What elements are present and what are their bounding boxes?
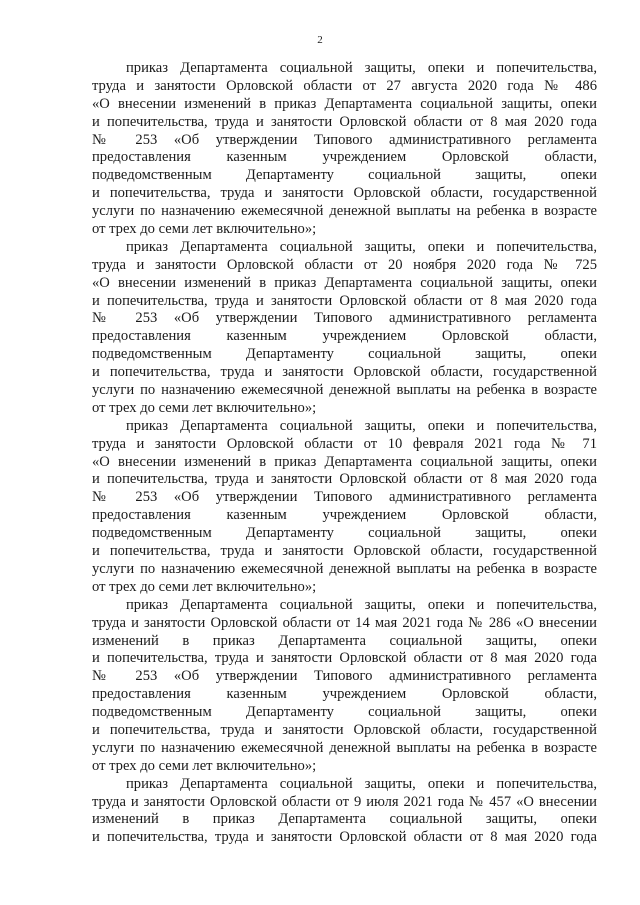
text-line: услуги по назначению ежемесячной денежной выплаты на ребенка в возрасте [92,203,597,220]
text-line: от трех до семи лет включительно»; [92,757,317,774]
text-line: № 253 «Об утверждении Типового административного регламента [92,668,597,685]
text-line: приказ Департамента социальной защиты, опеки и попечительства, [126,60,597,76]
text-line: от трех до семи лет включительно»; [92,221,317,238]
paragraph-order-457 [92,776,597,848]
text-line: и попечительства, труда и занятости Орловской области от 8 мая 2020 года [92,650,597,667]
text-line: № 253 «Об утверждении Типового административного регламента [92,131,597,148]
text-line: приказ Департамента социальной защиты, опеки и попечительства, [126,775,597,792]
text-line: предоставления казенным учреждением Орловской области, [92,149,597,166]
text-line: приказ Департамента социальной защиты, опеки и попечительства, [126,238,597,255]
text-line: труда и занятости Орловской области от 14 мая 2021 года № 286 «О внесении [92,614,597,631]
text-line: изменений в приказ Департамента социальной защиты, опеки [92,632,597,649]
text-line: и попечительства, труда и занятости Орловской области, государственной [92,185,597,202]
text-line: от трех до семи лет включительно»; [92,578,317,595]
text-line: труда и занятости Орловской области от 9 июля 2021 года № 457 «О внесении [92,793,597,810]
text-line: «О внесении изменений в приказ Департамента социальной защиты, опеки [92,274,597,291]
text-line: труда и занятости Орловской области от 10 февраля 2021 года № 71 [92,435,597,452]
text-line: предоставления казенным учреждением Орловской области, [92,686,597,703]
page-number: 2 [317,34,323,46]
document-body [92,60,597,847]
text-line: подведомственным Департаменту социальной защиты, опеки [92,525,597,542]
text-line: услуги по назначению ежемесячной денежной выплаты на ребенка в возрасте [92,739,597,756]
text-line: от трех до семи лет включительно»; [92,399,317,416]
paragraph-order-286 [92,597,597,776]
text-line: предоставления казенным учреждением Орловской области, [92,507,597,524]
text-line: «О внесении изменений в приказ Департамента социальной защиты, опеки [92,95,597,112]
text-line: «О внесении изменений в приказ Департамента социальной защиты, опеки [92,453,597,470]
text-line: подведомственным Департаменту социальной защиты, опеки [92,346,597,363]
text-line: и попечительства, труда и занятости Орловской области, государственной [92,364,597,381]
paragraph-order-486 [92,60,597,239]
paragraph-order-725 [92,239,597,418]
text-line: № 253 «Об утверждении Типового административного регламента [92,489,597,506]
text-line: и попечительства, труда и занятости Орловской области, государственной [92,721,597,738]
text-line: и попечительства, труда и занятости Орловской области от 8 мая 2020 года [92,113,597,130]
text-line: подведомственным Департаменту социальной защиты, опеки [92,167,597,184]
text-line: услуги по назначению ежемесячной денежной выплаты на ребенка в возрасте [92,382,597,399]
text-line: предоставления казенным учреждением Орловской области, [92,328,597,345]
text-line: и попечительства, труда и занятости Орловской области от 8 мая 2020 года [92,292,597,309]
text-line: приказ Департамента социальной защиты, опеки и попечительства, [126,417,597,434]
text-line: подведомственным Департаменту социальной защиты, опеки [92,704,597,721]
text-line: изменений в приказ Департамента социальной защиты, опеки [92,811,597,828]
text-line: и попечительства, труда и занятости Орловской области от 8 мая 2020 года [92,471,597,488]
text-line: № 253 «Об утверждении Типового административного регламента [92,310,597,327]
text-line: услуги по назначению ежемесячной денежной выплаты на ребенка в возрасте [92,560,597,577]
text-line: приказ Департамента социальной защиты, опеки и попечительства, [126,596,597,613]
text-line: труда и занятости Орловской области от 20 ноября 2020 года № 725 [92,256,597,273]
text-line: труда и занятости Орловской области от 27 августа 2020 года № 486 [92,77,597,94]
text-line: и попечительства, труда и занятости Орловской области, государственной [92,543,597,560]
paragraph-order-71 [92,418,597,597]
text-line: и попечительства, труда и занятости Орловской области от 8 мая 2020 года [92,829,597,846]
